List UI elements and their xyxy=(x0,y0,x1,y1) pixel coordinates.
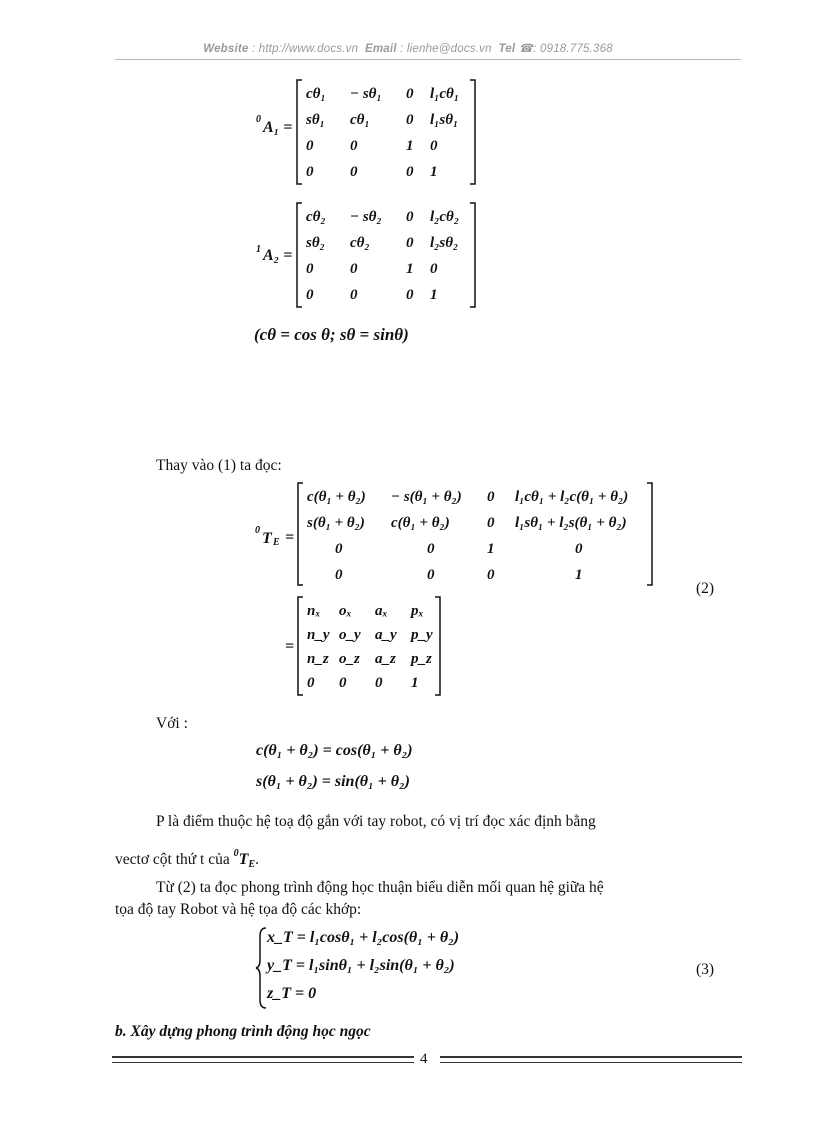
matrix-0A1-cell-r1-c3: l₁sθ₁ xyxy=(430,112,459,128)
matrix-0TE xyxy=(295,481,665,589)
matrix-0A1-cell-r3-c1: 0 xyxy=(350,164,358,180)
matrix-0TE-cell-r1-c3: l₁sθ₁ + l₂s(θ₁ + θ₂) xyxy=(515,515,627,531)
substitute-text: Thay vào (1) ta đọc: xyxy=(156,457,282,474)
eq-0TE-label-sub: E xyxy=(273,537,280,548)
website-label: Website xyxy=(203,43,249,55)
page-number: 4 xyxy=(420,1051,428,1067)
matrix-0TE-components-cell-r2-c3: p_z xyxy=(411,651,432,667)
paragraph-from-line2: tọa độ tay Robot và hệ tọa độ các khớp: xyxy=(115,901,362,918)
footer-rule-right xyxy=(440,1056,742,1063)
matrix-0TE-cell-r0-c1: − s(θ₁ + θ₂) xyxy=(391,489,462,505)
header-rule xyxy=(115,59,741,60)
matrix-0TE-cell-r3-c3: 1 xyxy=(575,567,583,583)
matrix-0TE-components-cell-r3-c2: 0 xyxy=(375,675,383,691)
equation-1A2 xyxy=(256,201,496,311)
matrix-0TE-components-cell-r1-c1: o_y xyxy=(339,627,361,643)
matrix-0TE-cell-r2-c3: 0 xyxy=(575,541,583,557)
matrix-0TE-components-cell-r0-c1: oₓ xyxy=(339,603,352,619)
matrix-0A1-cell-r2-c2: 1 xyxy=(406,138,414,154)
matrix-0TE-cell-r3-c0: 0 xyxy=(335,567,343,583)
matrix-1A2-cell-r2-c1: 0 xyxy=(350,261,358,277)
tel-value: : 0918.775.368 xyxy=(533,43,613,55)
matrix-0TE-components-cell-r0-c0: nₓ xyxy=(307,603,321,619)
matrix-1A2-cell-r1-c3: l₂sθ₂ xyxy=(430,235,459,251)
matrix-1A2-cell-r1-c0: sθ₂ xyxy=(306,235,325,251)
matrix-1A2 xyxy=(294,201,494,311)
matrix-1A2-cell-r0-c1: − sθ₂ xyxy=(350,209,382,225)
matrix-0TE-components-cell-r2-c1: o_z xyxy=(339,651,360,667)
equation-system-3 xyxy=(255,926,515,1010)
matrix-0TE-components-cell-r0-c2: aₓ xyxy=(375,603,388,619)
email-value: : lienhe@docs.vn xyxy=(400,43,492,55)
paragraph-p-line1: P là điểm thuộc hệ toạ độ gắn với tay robot, có vị trí đọc xác định bằng xyxy=(156,813,596,830)
eq-1A2-label: A₂ = xyxy=(263,247,293,264)
matrix-0A1-cell-r3-c3: 1 xyxy=(430,164,438,180)
section-heading: b. Xây dựng phong trình động học ngọc xyxy=(115,1023,371,1040)
matrix-0TE-components-cell-r2-c0: n_z xyxy=(307,651,329,667)
matrix-0A1-cell-r2-c3: 0 xyxy=(430,138,438,154)
equation-number-2: (2) xyxy=(696,580,715,597)
matrix-0A1-cell-r2-c0: 0 xyxy=(306,138,314,154)
eq-1A2-superscript: 1 xyxy=(256,244,261,255)
matrix-1A2-cell-r0-c0: cθ₂ xyxy=(306,209,326,225)
matrix-0TE-cell-r2-c0: 0 xyxy=(335,541,343,557)
with-eq-1: c(θ₁ + θ₂) = cos(θ₁ + θ₂) xyxy=(256,742,413,759)
matrix-0TE-components-cell-r1-c3: p_y xyxy=(411,627,433,643)
matrix-1A2-cell-r3-c3: 1 xyxy=(430,287,438,303)
equation-0A1 xyxy=(256,78,496,188)
eq-0A1-label: A₁ = xyxy=(263,119,293,136)
matrix-1A2-cell-r1-c2: 0 xyxy=(406,235,414,251)
notation-line: (cθ = cos θ; sθ = sinθ) xyxy=(254,325,409,344)
page-header xyxy=(0,41,816,55)
matrix-0A1-cell-r1-c2: 0 xyxy=(406,112,414,128)
matrix-1A2-cell-r2-c3: 0 xyxy=(430,261,438,277)
matrix-0A1-cell-r3-c2: 0 xyxy=(406,164,414,180)
matrix-0TE-components xyxy=(295,595,455,699)
matrix-0TE-cell-r0-c2: 0 xyxy=(487,489,495,505)
matrix-0A1-cell-r0-c3: l₁cθ₁ xyxy=(430,86,460,102)
eq-0TE-equals: = xyxy=(285,529,295,546)
matrix-0TE-cell-r0-c0: c(θ₁ + θ₂) xyxy=(307,489,366,505)
matrix-0A1-cell-r1-c1: cθ₁ xyxy=(350,112,370,128)
with-eq-2: s(θ₁ + θ₂) = sin(θ₁ + θ₂) xyxy=(256,773,410,790)
paragraph-p-line2: vectơ cột thứ t của $^0$TE. xyxy=(115,848,259,870)
matrix-1A2-cell-r0-c3: l₂cθ₂ xyxy=(430,209,460,225)
matrix-0TE-components-cell-r0-c3: pₓ xyxy=(411,603,424,619)
matrix-0TE-cell-r3-c2: 0 xyxy=(487,567,495,583)
matrix-0TE-cell-r0-c3: l₁cθ₁ + l₂c(θ₁ + θ₂) xyxy=(515,489,629,505)
matrix-0A1-cell-r1-c0: sθ₁ xyxy=(306,112,325,128)
matrix-0TE-components-cell-r3-c1: 0 xyxy=(339,675,347,691)
matrix-0TE-cell-r2-c1: 0 xyxy=(427,541,435,557)
matrix-1A2-cell-r1-c1: cθ₂ xyxy=(350,235,370,251)
matrix-1A2-cell-r0-c2: 0 xyxy=(406,209,414,225)
website-value: : http://www.docs.vn xyxy=(251,43,359,55)
matrix-0TE-components-cell-r2-c2: a_z xyxy=(375,651,396,667)
equation-number-3: (3) xyxy=(696,961,715,978)
eq-0TE-superscript: 0 xyxy=(255,525,260,536)
matrix-0TE-components-cell-r3-c3: 1 xyxy=(411,675,419,691)
matrix-0A1-cell-r3-c0: 0 xyxy=(306,164,314,180)
matrix-0A1-cell-r2-c1: 0 xyxy=(350,138,358,154)
with-label: Với : xyxy=(156,715,188,732)
system-eq-x: x_T = l₁cosθ₁ + l₂cos(θ₁ + θ₂) xyxy=(267,929,460,946)
eq-0A1-superscript: 0 xyxy=(256,114,261,125)
matrix-0TE-components-cell-r1-c0: n_y xyxy=(307,627,330,643)
footer-rule-left xyxy=(112,1056,414,1063)
matrix-0A1-cell-r0-c1: − sθ₁ xyxy=(350,86,382,102)
matrix-1A2-cell-r3-c1: 0 xyxy=(350,287,358,303)
system-eq-y: y_T = l₁sinθ₁ + l₂sin(θ₁ + θ₂) xyxy=(267,957,455,974)
matrix-0A1-cell-r0-c0: cθ₁ xyxy=(306,86,326,102)
matrix-0TE-cell-r3-c1: 0 xyxy=(427,567,435,583)
tel-label: Tel xyxy=(498,43,516,55)
matrix-0TE-cell-r1-c2: 0 xyxy=(487,515,495,531)
matrix-0TE-components-cell-r3-c0: 0 xyxy=(307,675,315,691)
paragraph-from-line1: Từ (2) ta đọc phong trình động học thuận biểu diễn mối quan hệ giữa hệ xyxy=(156,879,604,896)
matrix-0TE-components-cell-r1-c2: a_y xyxy=(375,627,397,643)
matrix-0A1-cell-r0-c2: 0 xyxy=(406,86,414,102)
matrix-0TE-cell-r1-c1: c(θ₁ + θ₂) xyxy=(391,515,450,531)
matrix-1A2-cell-r3-c0: 0 xyxy=(306,287,314,303)
matrix-1A2-cell-r2-c0: 0 xyxy=(306,261,314,277)
matrix-0TE-cell-r2-c2: 1 xyxy=(487,541,495,557)
matrix-1A2-cell-r2-c2: 1 xyxy=(406,261,414,277)
email-label: Email xyxy=(365,43,397,55)
matrix-0TE-cell-r1-c0: s(θ₁ + θ₂) xyxy=(307,515,365,531)
matrix-0A1 xyxy=(294,78,494,188)
equation-0TE: 0 T E = c(θ₁ + θ₂) − s(θ₁ + θ₂) 0 l₁cθ₁ + l₂c(θ₁ + θ₂) s(θ₁ + θ₂) c(θ₁ + θ₂) 0 l₁sθ₁ + l₂s(θ₁ + θ₂) 0 0 1 0 0 0 0 1 = nₓ oₓ aₓ pₓ n_y o_y a_y p_y n_z o_z a_z p_z 0 0 0 1 xyxy=(255,481,675,701)
system-eq-z: z_T = 0 xyxy=(267,985,317,1002)
matrix-1A2-cell-r3-c2: 0 xyxy=(406,287,414,303)
eq-0TE-label: T xyxy=(262,530,272,547)
phone-icon: ☎ xyxy=(518,43,534,55)
